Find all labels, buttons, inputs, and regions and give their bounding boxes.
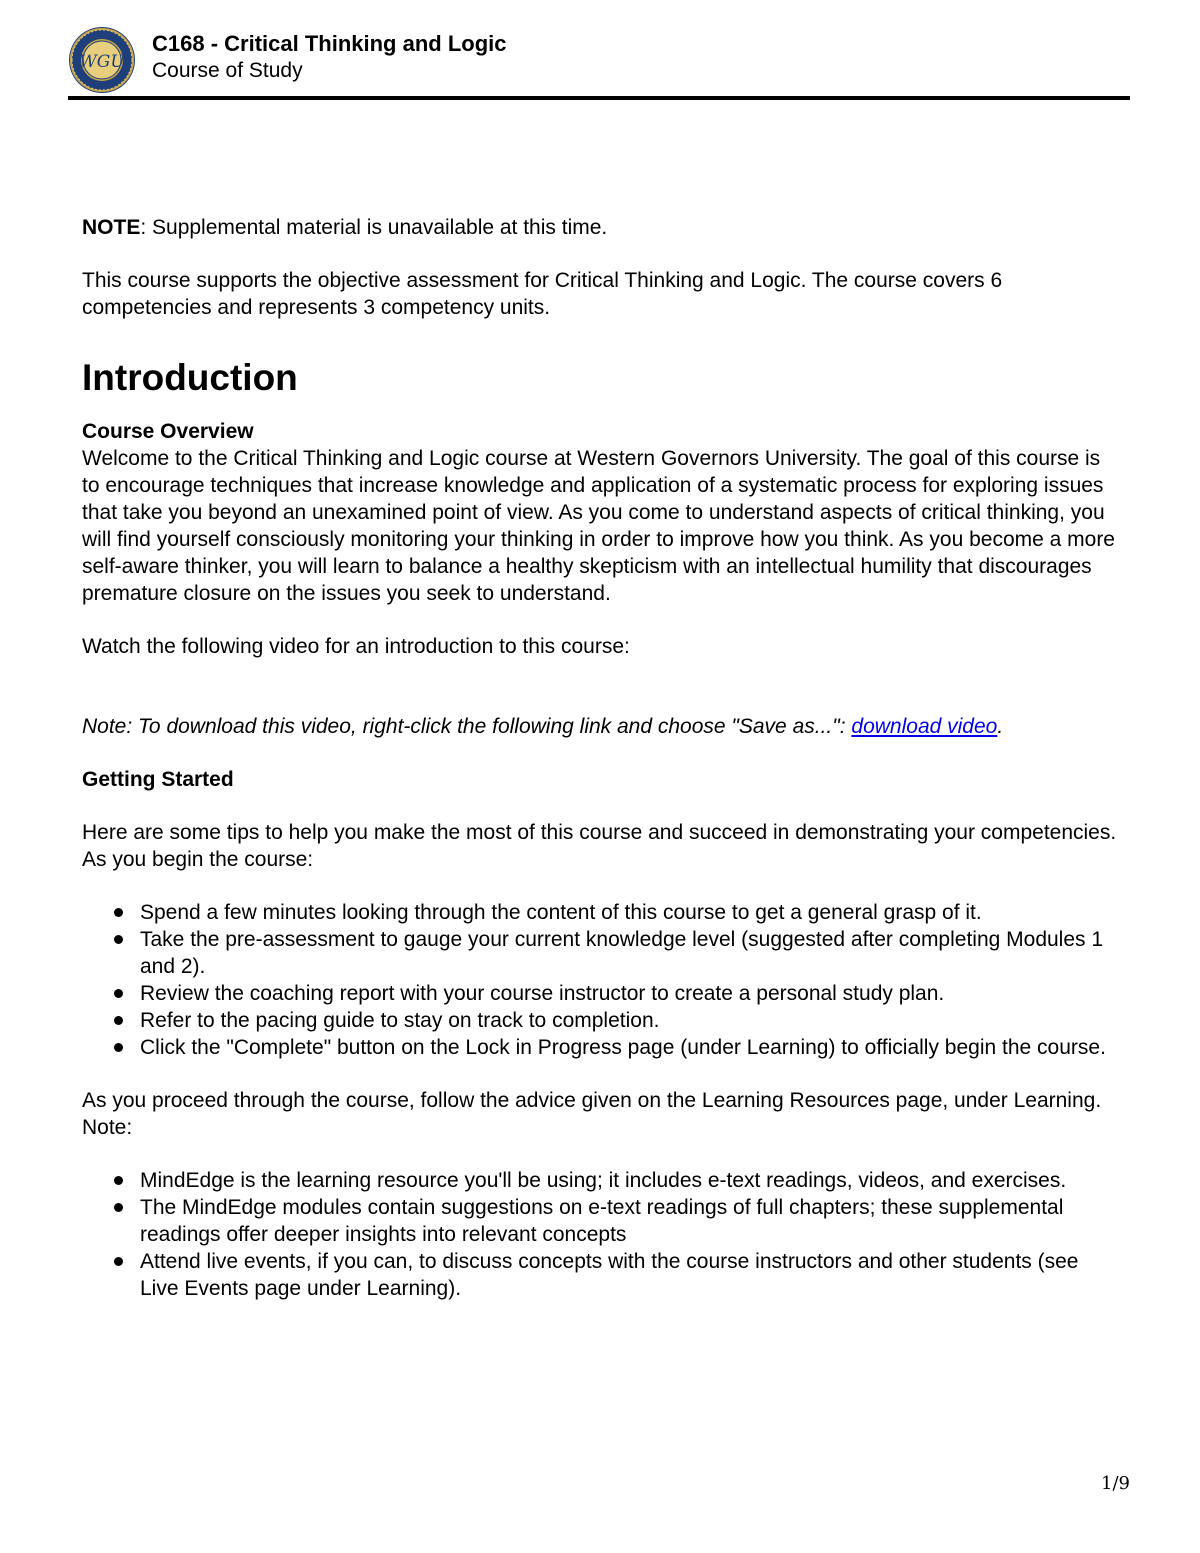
list-item-text: Refer to the pacing guide to stay on track to completion.	[140, 1009, 660, 1032]
download-note	[82, 713, 1122, 740]
bullet-icon	[114, 1043, 123, 1052]
list-item-text: Spend a few minutes looking through the content of this course to get a general grasp of it.	[140, 901, 982, 924]
bullet-icon	[114, 1016, 123, 1025]
header-divider	[68, 96, 1130, 100]
page-number: 1/9	[1101, 1473, 1130, 1494]
bullet-icon	[114, 1203, 123, 1212]
bullet-icon	[114, 1257, 123, 1266]
list-item-text: The MindEdge modules contain suggestions on e-text readings of full chapters; these supplemental readings offer deeper insights into relevant concepts	[140, 1196, 1064, 1246]
wgu-seal-logo	[68, 26, 136, 94]
list-item	[82, 1248, 1122, 1302]
course-overview-section	[82, 418, 1122, 607]
supplemental-note	[82, 214, 1122, 241]
list-item	[82, 1194, 1122, 1248]
download-note-end: .	[997, 715, 1004, 738]
proceed-text: As you proceed through the course, follow the advice given on the Learning Resources page, under Learning. Note:	[82, 1089, 1102, 1139]
list-item	[82, 926, 1122, 980]
course-overview-text: Welcome to the Critical Thinking and Logic course at Western Governors University. The goal of this course is to encourage techniques that increase knowledge and application of a systematic process for exploring issues that take you beyond an unexamined point of view. As you come to understand aspects of critical thinking, you will find yourself consciously monitoring your thinking in order to improve how you think. As you become a more self-aware thinker, you will learn to balance a healthy skepticism with an intellectual humility that discourages premature closure on the issues you seek to understand.	[82, 447, 1115, 605]
intro-paragraph: This course supports the objective assessment for Critical Thinking and Logic. The course covers 6 competencies and represents 3 competency units.	[82, 269, 1003, 319]
introduction-heading: Introduction	[82, 357, 298, 398]
notes-list	[82, 1167, 1122, 1302]
list-item-text: Attend live events, if you can, to discuss concepts with the course instructors and other students (see Live Events page under Learning).	[140, 1250, 1079, 1300]
document-body	[82, 214, 1122, 1302]
note-label: NOTE	[82, 216, 141, 239]
note-text: : Supplemental material is unavailable at this time.	[140, 216, 608, 239]
bullet-icon	[114, 908, 123, 917]
document-header	[68, 22, 1130, 100]
download-video-link[interactable]: download video	[851, 715, 998, 738]
bullet-icon	[114, 1176, 123, 1185]
logo-text: WGU	[79, 52, 125, 72]
getting-started-title: Getting Started	[82, 768, 234, 791]
list-item-text: Click the "Complete" button on the Lock in Progress page (under Learning) to officially begin the course.	[140, 1036, 1106, 1059]
list-item	[82, 980, 1122, 1007]
course-subtitle: Course of Study	[152, 59, 303, 82]
course-title: C168 - Critical Thinking and Logic	[152, 31, 507, 56]
list-item-text: Review the coaching report with your course instructor to create a personal study plan.	[140, 982, 945, 1005]
list-item	[82, 1007, 1122, 1034]
list-item	[82, 1034, 1122, 1061]
download-note-text: Note: To download this video, right-click the following link and choose "Save as...":	[82, 715, 852, 738]
bullet-icon	[114, 935, 123, 944]
list-item	[82, 899, 1122, 926]
bullet-icon	[114, 989, 123, 998]
tips-list	[82, 899, 1122, 1061]
video-intro-text: Watch the following video for an introduction to this course:	[82, 635, 630, 658]
tips-intro: Here are some tips to help you make the most of this course and succeed in demonstrating your competencies. As you begin the course:	[82, 821, 1117, 871]
list-item-text: MindEdge is the learning resource you'll be using; it includes e-text readings, videos, and exercises.	[140, 1169, 1067, 1192]
course-overview-heading: Course Overview	[82, 420, 254, 443]
list-item-text: Take the pre-assessment to gauge your current knowledge level (suggested after completing Modules 1 and 2).	[140, 928, 1104, 978]
getting-started-heading	[82, 766, 1122, 793]
list-item	[82, 1167, 1122, 1194]
